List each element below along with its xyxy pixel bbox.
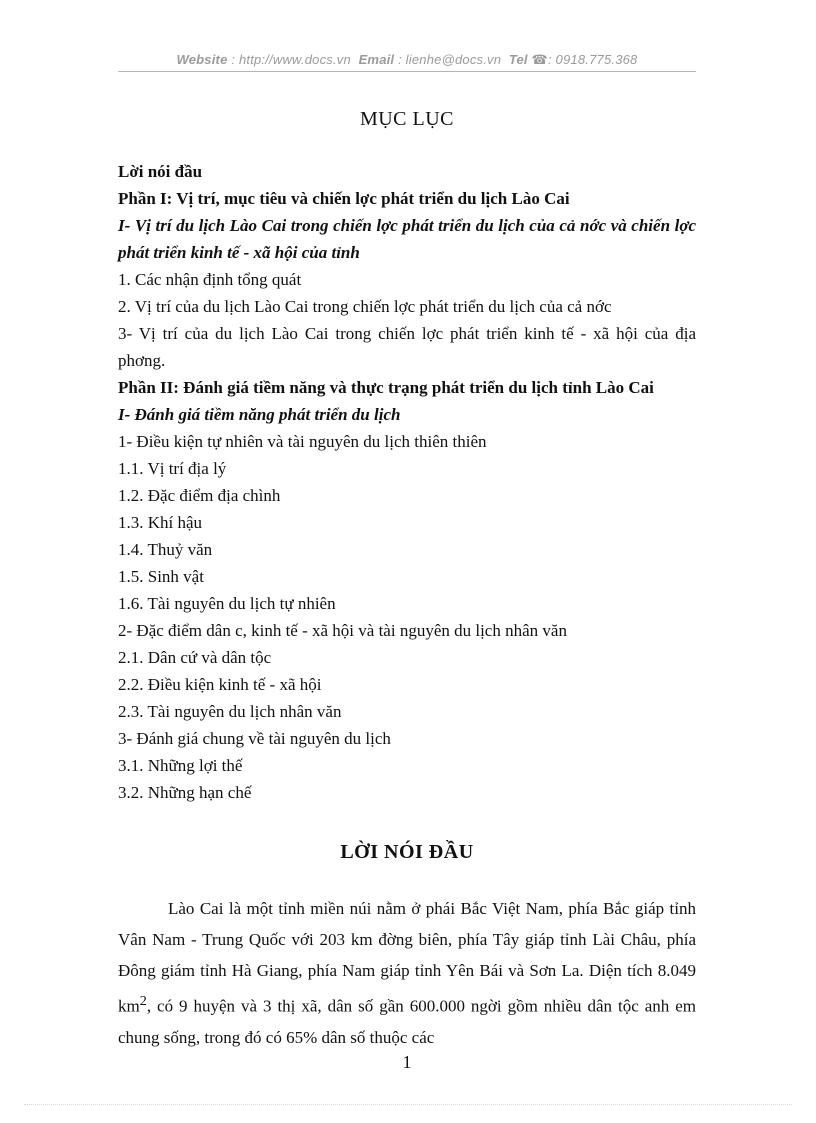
tel-value: : 0918.775.368 <box>547 52 638 67</box>
toc-entry: 1.3. Khí hậu <box>118 513 203 532</box>
toc-entry: 1- Điều kiện tự nhiên và tài nguyên du lịch thiên thiên <box>118 432 487 451</box>
toc-entry: 1.4. Thuỷ văn <box>118 540 213 559</box>
toc-entry: Lời nói đầu <box>118 162 203 181</box>
toc-entry: I- Vị trí du lịch Lào Cai trong chiến lợc phát triển du lịch của cả nớc và chiến lợc phát triển kinh tế - xã hội của tỉnh <box>118 216 696 262</box>
toc-entry: 2- Đặc điểm dân c, kinh tế - xã hội và tài nguyên du lịch nhân văn <box>118 621 567 640</box>
toc-entry: I- Đánh giá tiềm năng phát triển du lịch <box>118 405 401 424</box>
toc-entry: 1.2. Đặc điểm địa chình <box>118 486 281 505</box>
website-value: : http://www.docs.vn <box>231 52 351 67</box>
toc-entry: 2. Vị trí của du lịch Lào Cai trong chiến lợc phát triển du lịch của cả nớc <box>118 297 612 316</box>
intro-text-part-2: , có 9 huyện và 3 thị xã, dân số gần 600.000 ngời gồm nhiều dân tộc anh em chung sống, trong đó có 65% dân số thuộc các <box>118 996 696 1047</box>
toc-entry: 1.5. Sinh vật <box>118 567 204 586</box>
page-bottom-border <box>24 1104 792 1105</box>
tel-label: Tel <box>508 52 528 67</box>
toc-entry: 2.1. Dân cứ và dân tộc <box>118 648 272 667</box>
toc-entry: 1.6. Tài nguyên du lịch tự nhiên <box>118 594 336 613</box>
email-value: : lienhe@docs.vn <box>398 52 502 67</box>
intro-title: LỜI NÓI ĐẦU <box>340 841 474 863</box>
header-divider <box>118 71 696 72</box>
toc-entry: Phần II: Đánh giá tiềm năng và thực trạng phát triển du lịch tỉnh Lào Cai <box>118 378 654 397</box>
toc-entry: 2.2. Điều kiện kinh tế - xã hội <box>118 675 322 694</box>
email-label: Email <box>358 52 395 67</box>
toc-entry: Phần I: Vị trí, mục tiêu và chiến lợc phát triển du lịch Lào Cai <box>118 189 570 208</box>
intro-paragraph <box>118 893 696 1053</box>
toc-entry: 1.1. Vị trí địa lý <box>118 459 227 478</box>
page-number: 1 <box>402 1052 412 1072</box>
toc-entry: 3.2. Những hạn chế <box>118 783 252 802</box>
toc-entry: 2.3. Tài nguyên du lịch nhân văn <box>118 702 342 721</box>
website-label: Website <box>176 52 228 67</box>
phone-icon: ☎ <box>531 52 548 67</box>
toc-entry: 3.1. Những lợi thế <box>118 756 243 775</box>
toc-entry: 3- Đánh giá chung về tài nguyên du lịch <box>118 729 391 748</box>
intro-text-part-1: Lào Cai là một tỉnh miền núi nằm ở phái Bắc Việt Nam, phía Bắc giáp tỉnh Vân Nam - Trung Quốc với 203 km đờng biên, phía Tây giáp tỉnh Lài Châu, phía Đông giám tỉnh Hà Giang, phía Nam giáp tỉnh Yên Bái và Sơn La. Diện tích 8.049 km <box>118 899 696 1016</box>
page-header <box>118 52 696 68</box>
toc-title: MỤC LỤC <box>359 108 455 130</box>
toc-entry: 1. Các nhận định tổng quát <box>118 270 302 289</box>
superscript: 2 <box>139 993 147 1009</box>
table-of-contents <box>118 158 696 806</box>
toc-entry: 3- Vị trí của du lịch Lào Cai trong chiến lợc phát triển kinh tế - xã hội của địa phơng. <box>118 324 696 370</box>
